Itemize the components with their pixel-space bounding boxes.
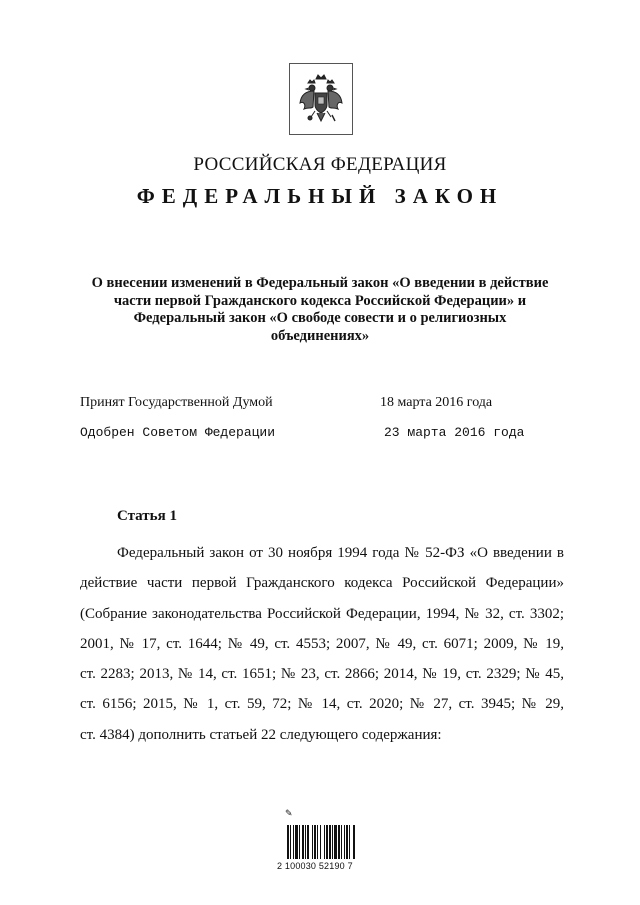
article-body [80,538,564,750]
article-line: ст. 6156; 2015, № 1, ст. 59, 72; № 14, ст. 2020; № 27, ст. 3945; № 29, [80,696,564,713]
double-headed-eagle-icon [296,71,346,127]
article-line: 2001, № 17, ст. 1644; № 49, ст. 4553; 2007, № 49, ст. 6071; 2009, № 19, [80,635,564,652]
barcode [275,808,385,871]
law-title-line: части первой Гражданского кодекса Российской Федерации» и [113,292,527,309]
barcode-bar [353,825,355,859]
document-type: ФЕДЕРАЛЬНЫЙ ЗАКОН [136,184,504,208]
coat-of-arms-frame [289,63,353,135]
registration-mark-icon: ✎ [285,808,293,818]
law-title-line: О внесении изменений в Федеральный закон «О введении в действие [91,275,549,291]
article-line: ст. 2283; 2013, № 14, ст. 1651; № 23, ст. 2866; 2014, № 19, ст. 2329; № 45, [80,666,564,683]
article-line: действие части первой Гражданского кодекса Российской Федерации» [80,575,564,592]
council-date: 23 марта 2016 года [384,425,525,440]
article-line: ст. 4384) дополнить статьей 22 следующего содержания: [80,726,442,743]
article-line: (Собрание законодательства Российской Федерации, 1994, № 32, ст. 3302; [80,605,564,622]
country-name: РОССИЙСКАЯ ФЕДЕРАЦИЯ [193,154,447,175]
article-line: Федеральный закон от 30 ноября 1994 года № 52-ФЗ «О введении в [117,545,564,561]
law-title-line: Федеральный закон «О свободе совести и о религиозных [133,310,507,326]
barcode-number: 2 100030 52190 7 [277,861,353,871]
article-heading: Статья 1 [117,508,177,524]
law-title-line: объединениях» [270,327,370,344]
duma-label: Принят Государственной Думой [80,395,273,410]
duma-date: 18 марта 2016 года [380,395,493,410]
barcode-icon [287,819,385,859]
law-title [80,275,560,345]
council-label: Одобрен Советом Федерации [80,425,276,440]
